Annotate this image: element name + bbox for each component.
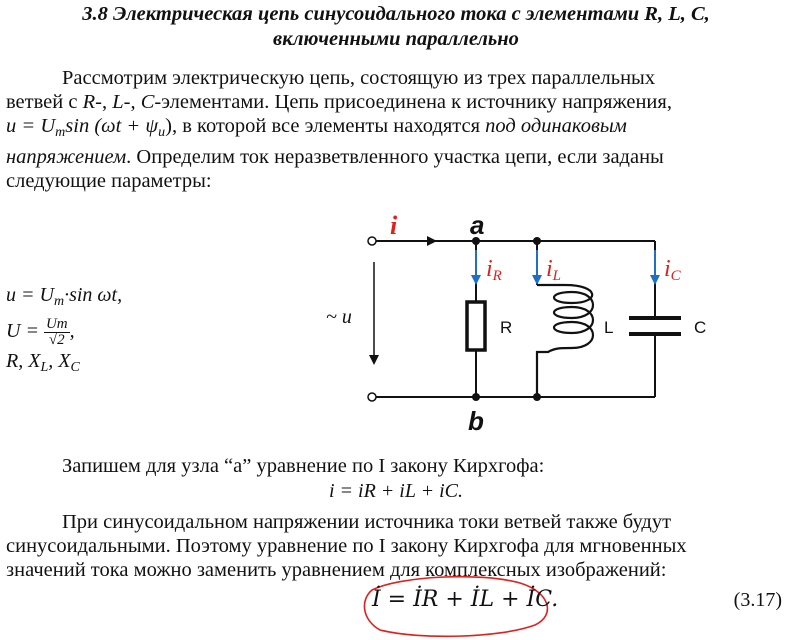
capacitor-label: C bbox=[694, 318, 707, 337]
intro-line-5: следующие параметры: bbox=[6, 170, 212, 192]
intro-line-3: $u = U_m\sin$ $(\omega t + \psi_u)$, в которой все элементы находятся под одинаковым bbox=[6, 115, 627, 140]
kirchhoff-text: Запишем для узла “a” уравнение по I закону Кирхгофа: bbox=[62, 455, 545, 477]
kirchhoff-equation: i = iR + iL + iC. bbox=[328, 480, 464, 502]
inductor bbox=[537, 285, 593, 397]
complex-equation: İ = İR + İL + İC. bbox=[372, 587, 559, 612]
title-line-2: включенными параллельно bbox=[273, 28, 519, 50]
given-rms: U = $\frac{Um}{√2}$ , bbox=[6, 316, 75, 348]
para2-line-3: значений тока можно заменить уравнением для комплексных изображений: bbox=[6, 559, 667, 581]
terminal-top bbox=[368, 237, 376, 245]
kirchhoff-paragraph bbox=[6, 454, 784, 478]
second-paragraph bbox=[6, 510, 784, 582]
resistor bbox=[467, 302, 485, 350]
para2-line-1: При синусоидальном напряжении источника токи ветвей также будут bbox=[62, 511, 672, 533]
para2-line-2: синусоидальными. Поэтому уравнение по I закону Кирхгофа для мгновенных bbox=[6, 535, 687, 557]
given-voltage: $u = U_m\cdot\sin$ ωt, bbox=[6, 284, 123, 309]
resistor-label: R bbox=[500, 318, 513, 337]
equation-number: (3.17) bbox=[733, 589, 782, 611]
intro-line-2: ветвей с R-, L-, C-элементами. Цепь присоединена к источнику напряжения, bbox=[6, 91, 672, 113]
rms-fraction: $\frac{Um}{√2}$ bbox=[45, 316, 68, 348]
intro-line-4: напряжением. Определим ток неразветвленного участка цепи, если заданы bbox=[6, 146, 664, 168]
intro-line-1: Рассмотрим электрическую цепь, состоящую из трех параллельных bbox=[62, 67, 656, 89]
given-elements: R, $X_L$, $X_C$ bbox=[6, 350, 80, 375]
node-a-label: a bbox=[470, 210, 485, 240]
inductor-label: L bbox=[604, 318, 614, 337]
node-b-label: b bbox=[468, 406, 484, 436]
terminal-bottom bbox=[368, 393, 376, 401]
source-label: ~ u bbox=[326, 306, 352, 328]
iC-label: iC bbox=[664, 256, 681, 284]
iL-label: iL bbox=[546, 256, 562, 284]
current-i-label: i bbox=[390, 211, 398, 240]
title-line-1: 3.8 Электрическая цепь синусоидального тока с элементами R, L, C, bbox=[82, 3, 710, 25]
iR-label: iR bbox=[486, 256, 502, 284]
